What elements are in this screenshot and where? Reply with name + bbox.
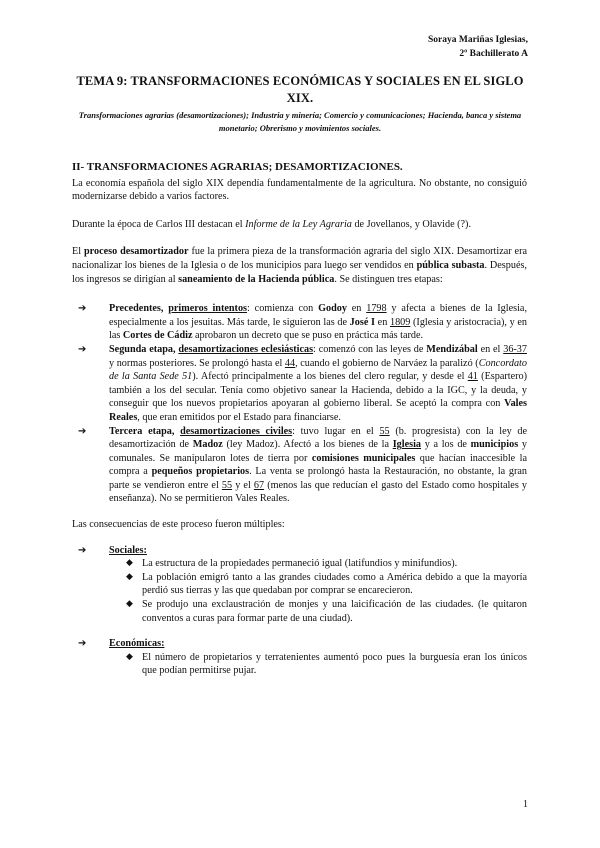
course-label: 2º Bachillerato A <box>459 49 528 59</box>
list-item: ◆ La población emigró tanto a las grandes ciudades como a América debido a que la mayoría perdió sus tierras y las que quedaban por comprar se encarecieron. <box>126 571 527 597</box>
stage-item-eclesiasticas: ➔ Segunda etapa, desamortizaciones eclesiásticas: comenzó con las leyes de Mendizábal en el 36-37 y normas posteriores. Se prolongó hasta el 44, cuando el gobierno de Narváez la paralizó (Concordato de la Santa Sede 51). Afectó principalmente a los bienes del clero regular, y desde el 41 (Espartero) también a los del secular. Tenía como objetivo sanear la Hacienda, debido a la IGC, y la deuda, y conseguir que los nuevos propietarios apoyaran al gobierno liberal. Se aceptó la compra con Vales Reales, que eran emitidos por el Estado para financiarse. <box>78 343 527 423</box>
paragraph-consequences: Las consecuencias de este proceso fueron múltiples: <box>72 519 285 531</box>
stage-item-civiles: ➔ Tercera etapa, desamortizaciones civiles: tuvo lugar en el 55 (b. progresista) con la ley de desamortización de Madoz (ley Madoz). Afectó a los bienes de la Iglesia y a los de municipios y comunales. Se manipularon lotes de tierra por comisiones municipales que hacían inaccesible la compra a pequeños propietarios. La venta se prolongó hasta la Restauración, no obstante, la gran parte se vendieron entre el 55 y el 67 (menos las que reducían el gasto del Estado como hospitales y enseñanza). No se permitieron Vales Reales. <box>78 425 528 505</box>
arrow-bullet-icon: ➔ <box>78 544 87 556</box>
list-item: ◆ La estructura de la propiedades permaneció igual (latifundios y minifundios). <box>126 558 458 570</box>
section-heading: II- TRANSFORMACIONES AGRARIAS; DESAMORTIZACIONES. <box>72 161 403 173</box>
consequence-economicas: ➔ Económicas: <box>78 638 165 650</box>
document-subtitle: Transformaciones agrarias (desamortizaciones); Industria y minería; Comercio y comunicaciones; Hacienda, banca y sistema monetario; Obrerismo y movimientos sociales. <box>78 110 522 133</box>
list-item: ◆ Se produjo una exclaustración de monjes y una laicificación de las ciudades. (le quitaron conventos a curas para formar parte de una ciudad). <box>126 599 527 624</box>
diamond-bullet-icon: ◆ <box>126 558 133 569</box>
diamond-bullet-icon: ◆ <box>126 571 133 582</box>
paragraph-intro: La economía española del siglo XIX dependía fundamentalmente de la agricultura. No obstante, no consiguió modernizarse debido a varios factores. <box>72 177 527 203</box>
stage-item-precedentes: ➔ Precedentes, primeros intentos: comienza con Godoy en 1798 y afecta a bienes de la Iglesia, especialmente a los jesuitas. Más tarde, le siguieron las de José I en 1809 (Iglesia y aristocracia), y en las Cortes de Cádiz aprobaron un decreto que se puso en práctica más tarde. <box>78 303 527 342</box>
paragraph-carlos-iii: Durante la época de Carlos III destacan el Informe de la Ley Agraria de Jovellanos, y Olavide (?). <box>72 218 471 230</box>
document-body <box>72 161 527 678</box>
paragraph-desamortizacion: El proceso desamortizador fue la primera pieza de la transformación agraria del siglo XIX. Desamortizar era nacionalizar los bienes de la Iglesia o de los municipios para luego ser vendidos en pública subasta. Después, los ingresos se dirigían al saneamiento de la Hacienda pública. Se distinguen tres etapas: <box>72 246 527 285</box>
document-title: TEMA 9: TRANSFORMACIONES ECONÓMICAS Y SOCIALES EN EL SIGLO XIX. <box>76 74 524 105</box>
diamond-bullet-icon: ◆ <box>126 651 133 662</box>
page-number: 1 <box>523 799 528 810</box>
arrow-bullet-icon: ➔ <box>78 303 87 315</box>
arrow-bullet-icon: ➔ <box>78 425 87 437</box>
list-item: ◆ El número de propietarios y terratenientes aumentó poco pues la burguesía eran los únicos que podían permitirse pujar. <box>126 651 527 677</box>
page-header <box>428 33 528 61</box>
diamond-bullet-icon: ◆ <box>126 599 133 610</box>
consequence-sociales: ➔ Sociales: <box>78 544 147 556</box>
arrow-bullet-icon: ➔ <box>78 343 87 355</box>
arrow-bullet-icon: ➔ <box>78 638 87 650</box>
author-name: Soraya Mariñas Iglesias, <box>427 35 528 45</box>
